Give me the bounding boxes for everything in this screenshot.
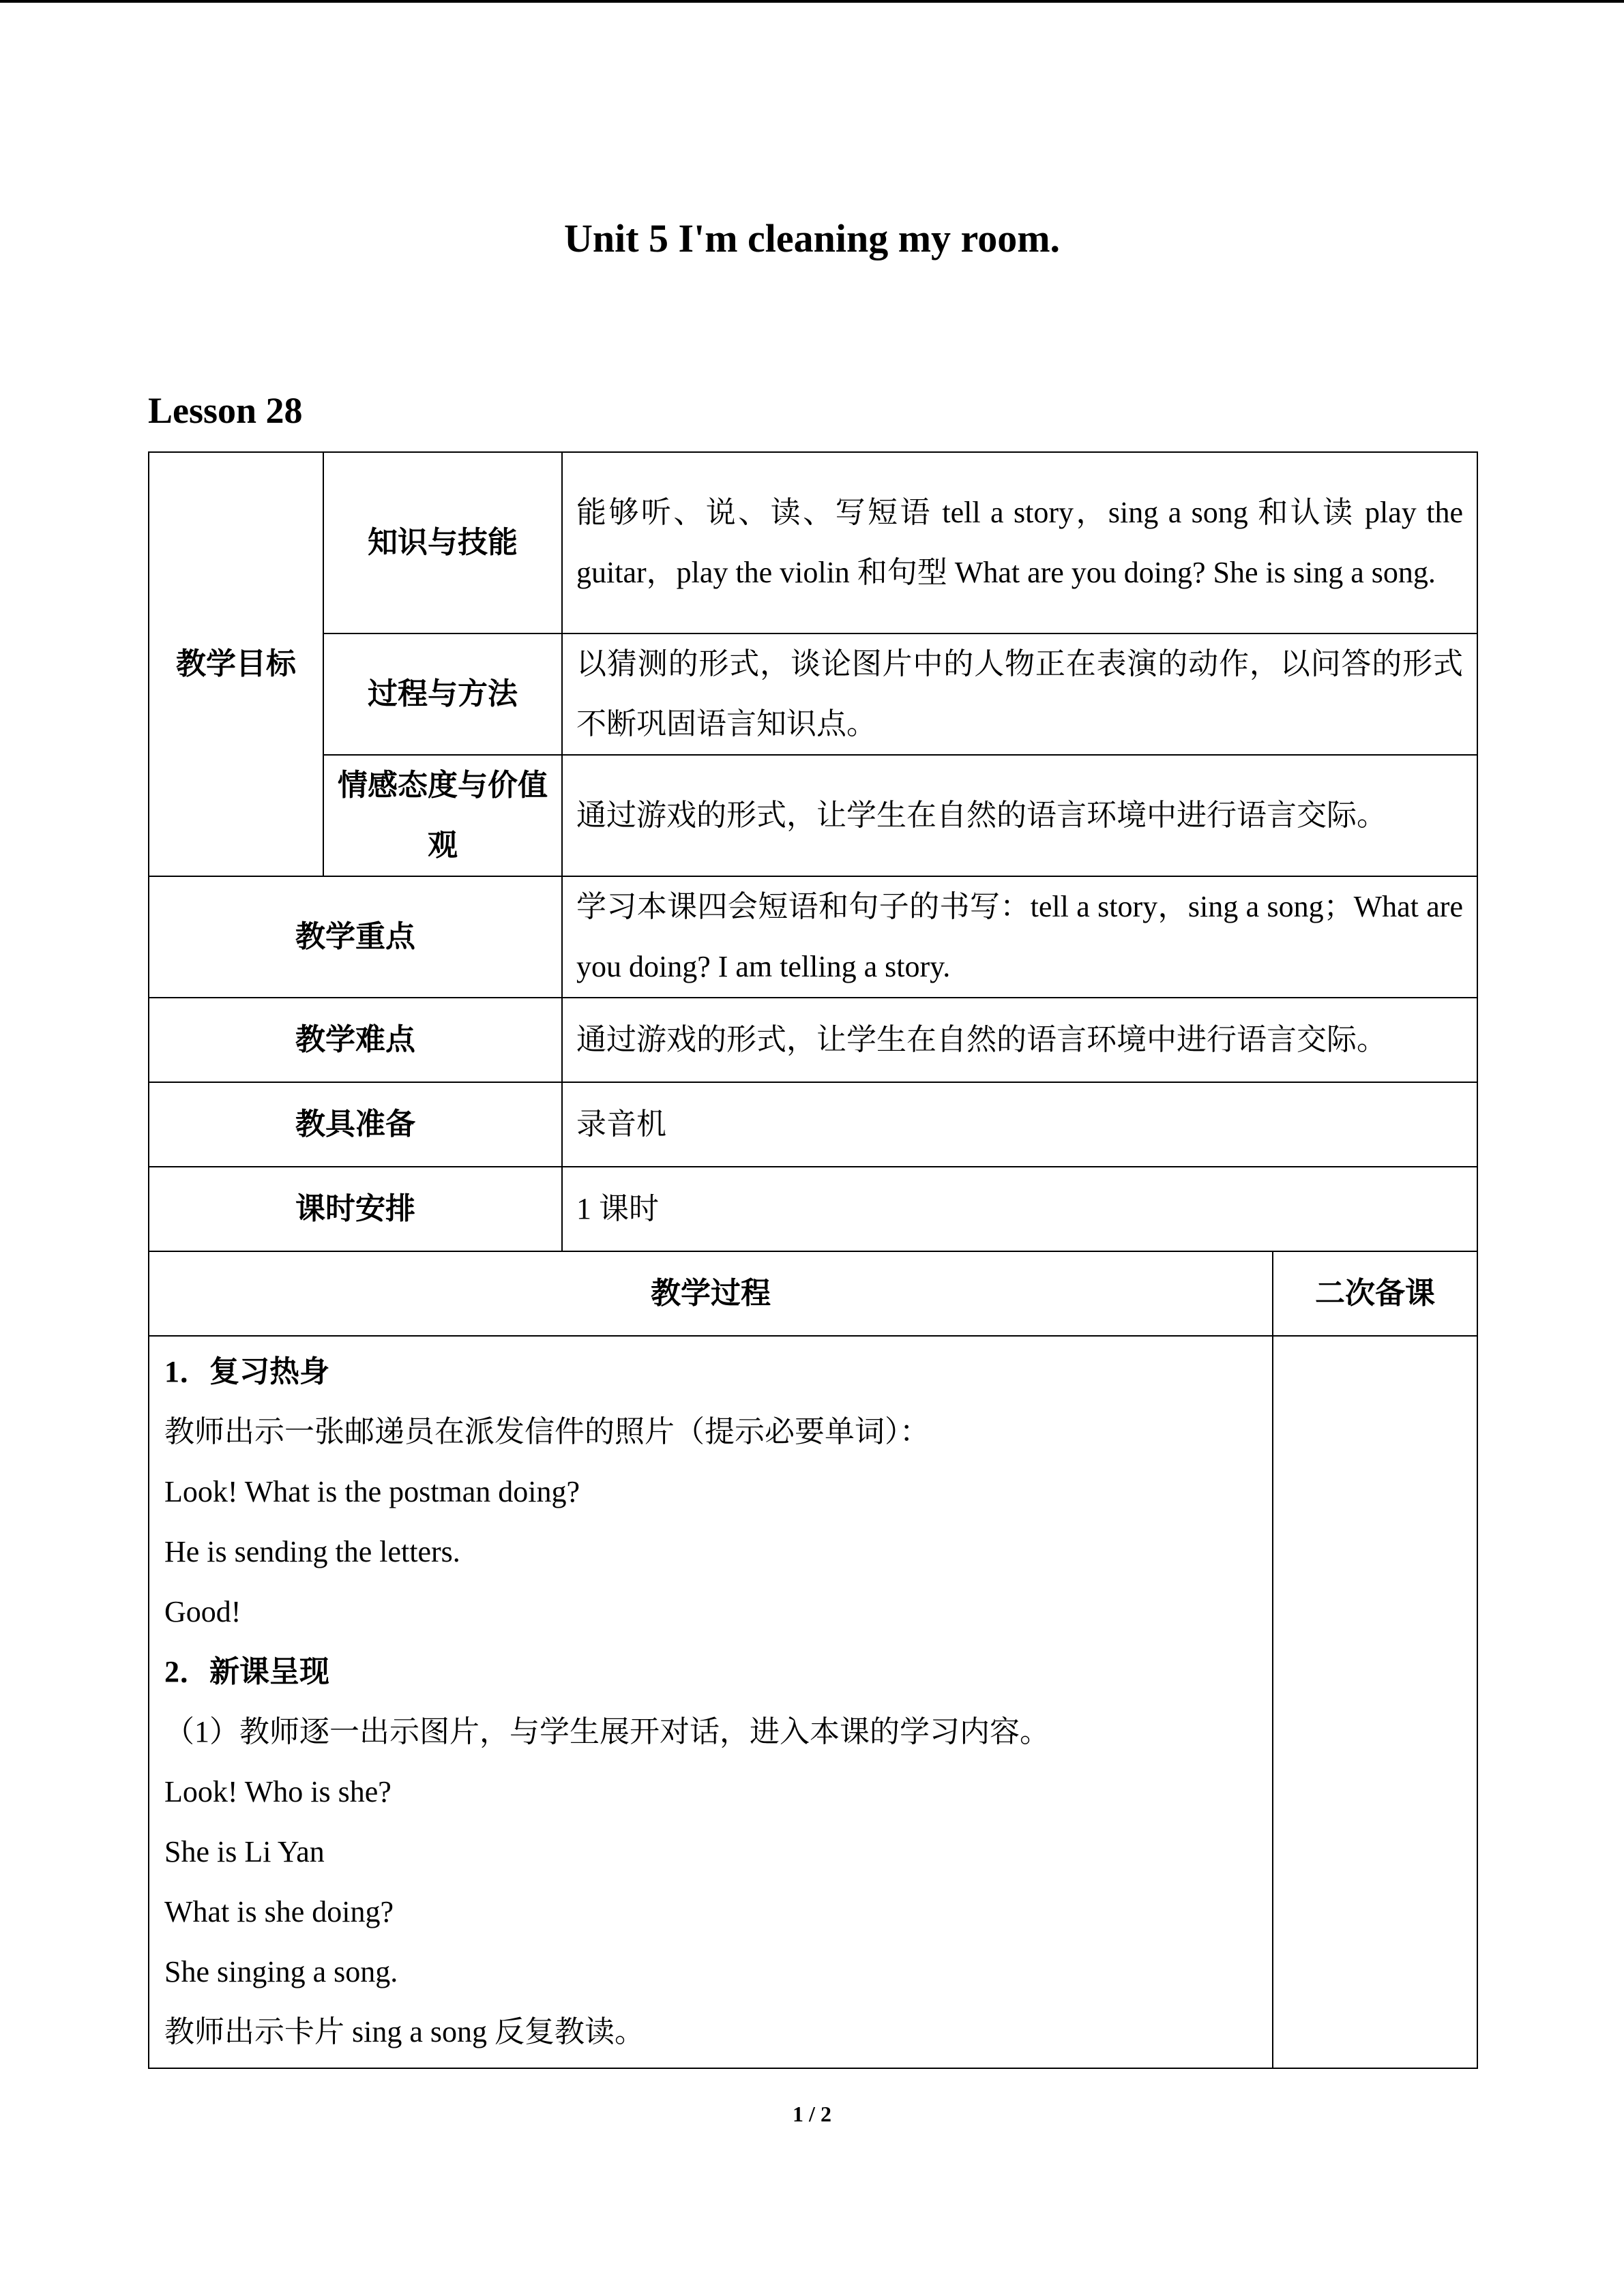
process-line: 教师出示一张邮递员在派发信件的照片（提示必要单词）：: [164, 1415, 930, 1448]
page-number: 1 / 2: [793, 2102, 831, 2126]
objective-text: 能够听、说、读、写短语 tell a story，sing a song 和认读 play the guitar，play the violin 和句型 What are you doing? She is sing a song.: [562, 452, 1477, 633]
process-header-row: [149, 1251, 1477, 1336]
side-notes-cell: [1273, 1336, 1477, 2068]
objective-row: [149, 452, 1477, 633]
info-label: 课时安排: [149, 1167, 562, 1251]
process-section-heading: 2．新课呈现: [164, 1655, 329, 1688]
document-title: Unit 5 I'm cleaning my room.: [563, 216, 1061, 260]
side-notes-header: 二次备课: [1273, 1251, 1477, 1336]
objectives-header: 教学目标: [149, 452, 323, 876]
objective-row: [149, 755, 1477, 876]
process-line: He is sending the letters.: [164, 1535, 460, 1568]
info-row: [149, 876, 1477, 998]
info-text: 1 课时: [562, 1167, 1477, 1251]
info-row: [149, 1082, 1477, 1167]
info-row: [149, 998, 1477, 1082]
info-text: 学习本课四会短语和句子的书写：tell a story，sing a song；What are you doing? I am telling a story.: [562, 876, 1477, 998]
process-line: 教师出示卡片 sing a song 反复教读。: [164, 2015, 645, 2048]
process-line: What is she doing?: [164, 1895, 394, 1928]
objective-label: 知识与技能: [323, 452, 562, 633]
process-line: She singing a song.: [164, 1955, 398, 1988]
top-border-rule: [0, 0, 1624, 3]
process-line: Look! What is the postman doing?: [164, 1475, 580, 1508]
process-line: Good!: [164, 1595, 241, 1628]
objective-text: 以猜测的形式，谈论图片中的人物正在表演的动作，以问答的形式不断巩固语言知识点。: [562, 633, 1477, 755]
process-line: （1）教师逐一出示图片，与学生展开对话，进入本课的学习内容。: [164, 1715, 1050, 1748]
info-text: 录音机: [562, 1082, 1477, 1167]
lesson-heading: Lesson 28: [148, 390, 303, 431]
process-line: Look! Who is she?: [164, 1775, 392, 1808]
process-section-heading: 1．复习热身: [164, 1355, 329, 1388]
info-label: 教具准备: [149, 1082, 562, 1167]
info-label: 教学重点: [149, 876, 562, 998]
lesson-plan-table: [148, 451, 1478, 2069]
process-header: 教学过程: [149, 1251, 1273, 1336]
process-content: [149, 1336, 1273, 2068]
info-text: 通过游戏的形式，让学生在自然的语言环境中进行语言交际。: [562, 998, 1477, 1082]
objective-label: 过程与方法: [323, 633, 562, 755]
objective-label: 情感态度与价值观: [323, 755, 562, 876]
objective-row: [149, 633, 1477, 755]
objective-text: 通过游戏的形式，让学生在自然的语言环境中进行语言交际。: [562, 755, 1477, 876]
process-line: She is Li Yan: [164, 1835, 325, 1868]
info-row: [149, 1167, 1477, 1251]
info-label: 教学难点: [149, 998, 562, 1082]
process-content-row: [149, 1336, 1477, 2068]
